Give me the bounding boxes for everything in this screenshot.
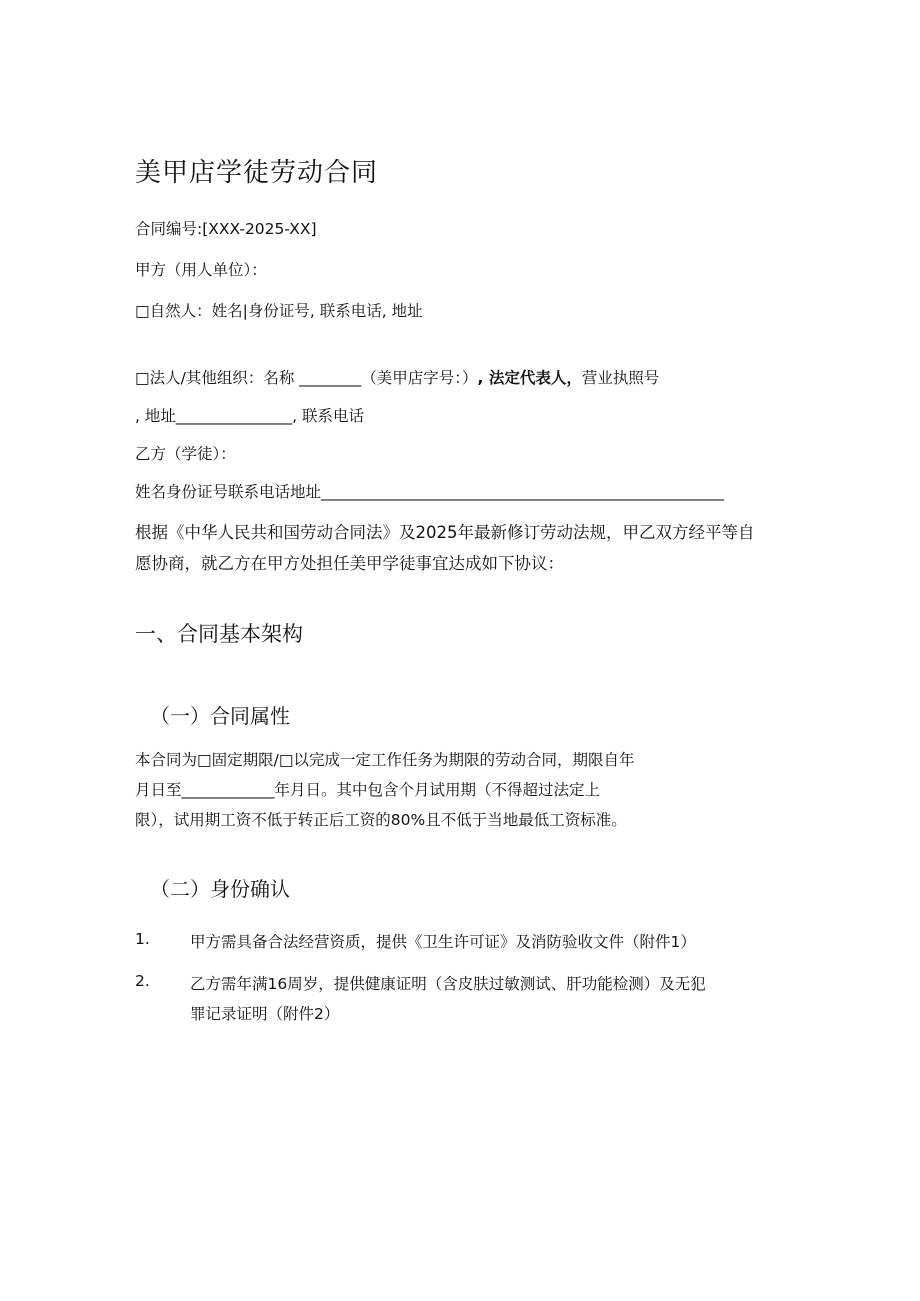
party-a-natural-person: □自然人：姓名|身份证号, 联系电话, 地址 xyxy=(135,302,423,320)
business-license-label: 营业执照号 xyxy=(581,369,660,387)
contract-nature-line-2: 月日至____________年月日。其中包含个月试用期（不得超过法定上 xyxy=(135,781,601,799)
party-a-heading: 甲方（用人单位）： xyxy=(135,261,267,279)
section-1-2-heading: （二）身份确认 xyxy=(150,877,290,901)
list-item-number: 2. xyxy=(135,972,150,990)
list-item-number: 1. xyxy=(135,930,150,948)
list-item-text: 甲方需具备合法经营资质，提供《卫生许可证》及消防验收文件（附件1） xyxy=(190,933,696,951)
section-1-heading: 一、合同基本架构 xyxy=(135,622,303,646)
preamble-line-1: 根据《中华人民共和国劳动合同法》及2025年最新修订劳动法规，甲乙双方经平等自 xyxy=(135,523,755,542)
contract-nature-line-3: 限），试用期工资不低于转正后工资的80%且不低于当地最低工资标准。 xyxy=(135,811,627,829)
legal-representative-label: , 法定代表人， xyxy=(477,369,582,387)
list-item-text-continued: 罪记录证明（附件2） xyxy=(190,1005,340,1023)
contract-nature-line-1: 本合同为□固定期限/□以完成一定工作任务为期限的劳动合同，期限自年 xyxy=(135,751,635,769)
party-a-address-line: , 地址_______________, 联系电话 xyxy=(135,407,364,425)
section-1-1-heading: （一）合同属性 xyxy=(150,704,290,728)
party-a-legal-person xyxy=(135,366,659,388)
preamble-line-2: 愿协商，就乙方在甲方处担任美甲学徒事宜达成如下协议： xyxy=(135,554,564,573)
legal-person-text: □法人/其他组织：名称 ________（美甲店字号：） xyxy=(135,369,478,387)
contract-number: 合同编号:[XXX-2025-XX] xyxy=(135,220,317,238)
party-b-fields: 姓名身份证号联系电话地址____________________________________________________ xyxy=(135,483,725,501)
document-title: 美甲店学徒劳动合同 xyxy=(135,158,379,188)
party-b-heading: 乙方（学徒）： xyxy=(135,445,236,463)
list-item-text: 乙方需年满16周岁，提供健康证明（含皮肤过敏测试、肝功能检测）及无犯 xyxy=(190,975,706,993)
